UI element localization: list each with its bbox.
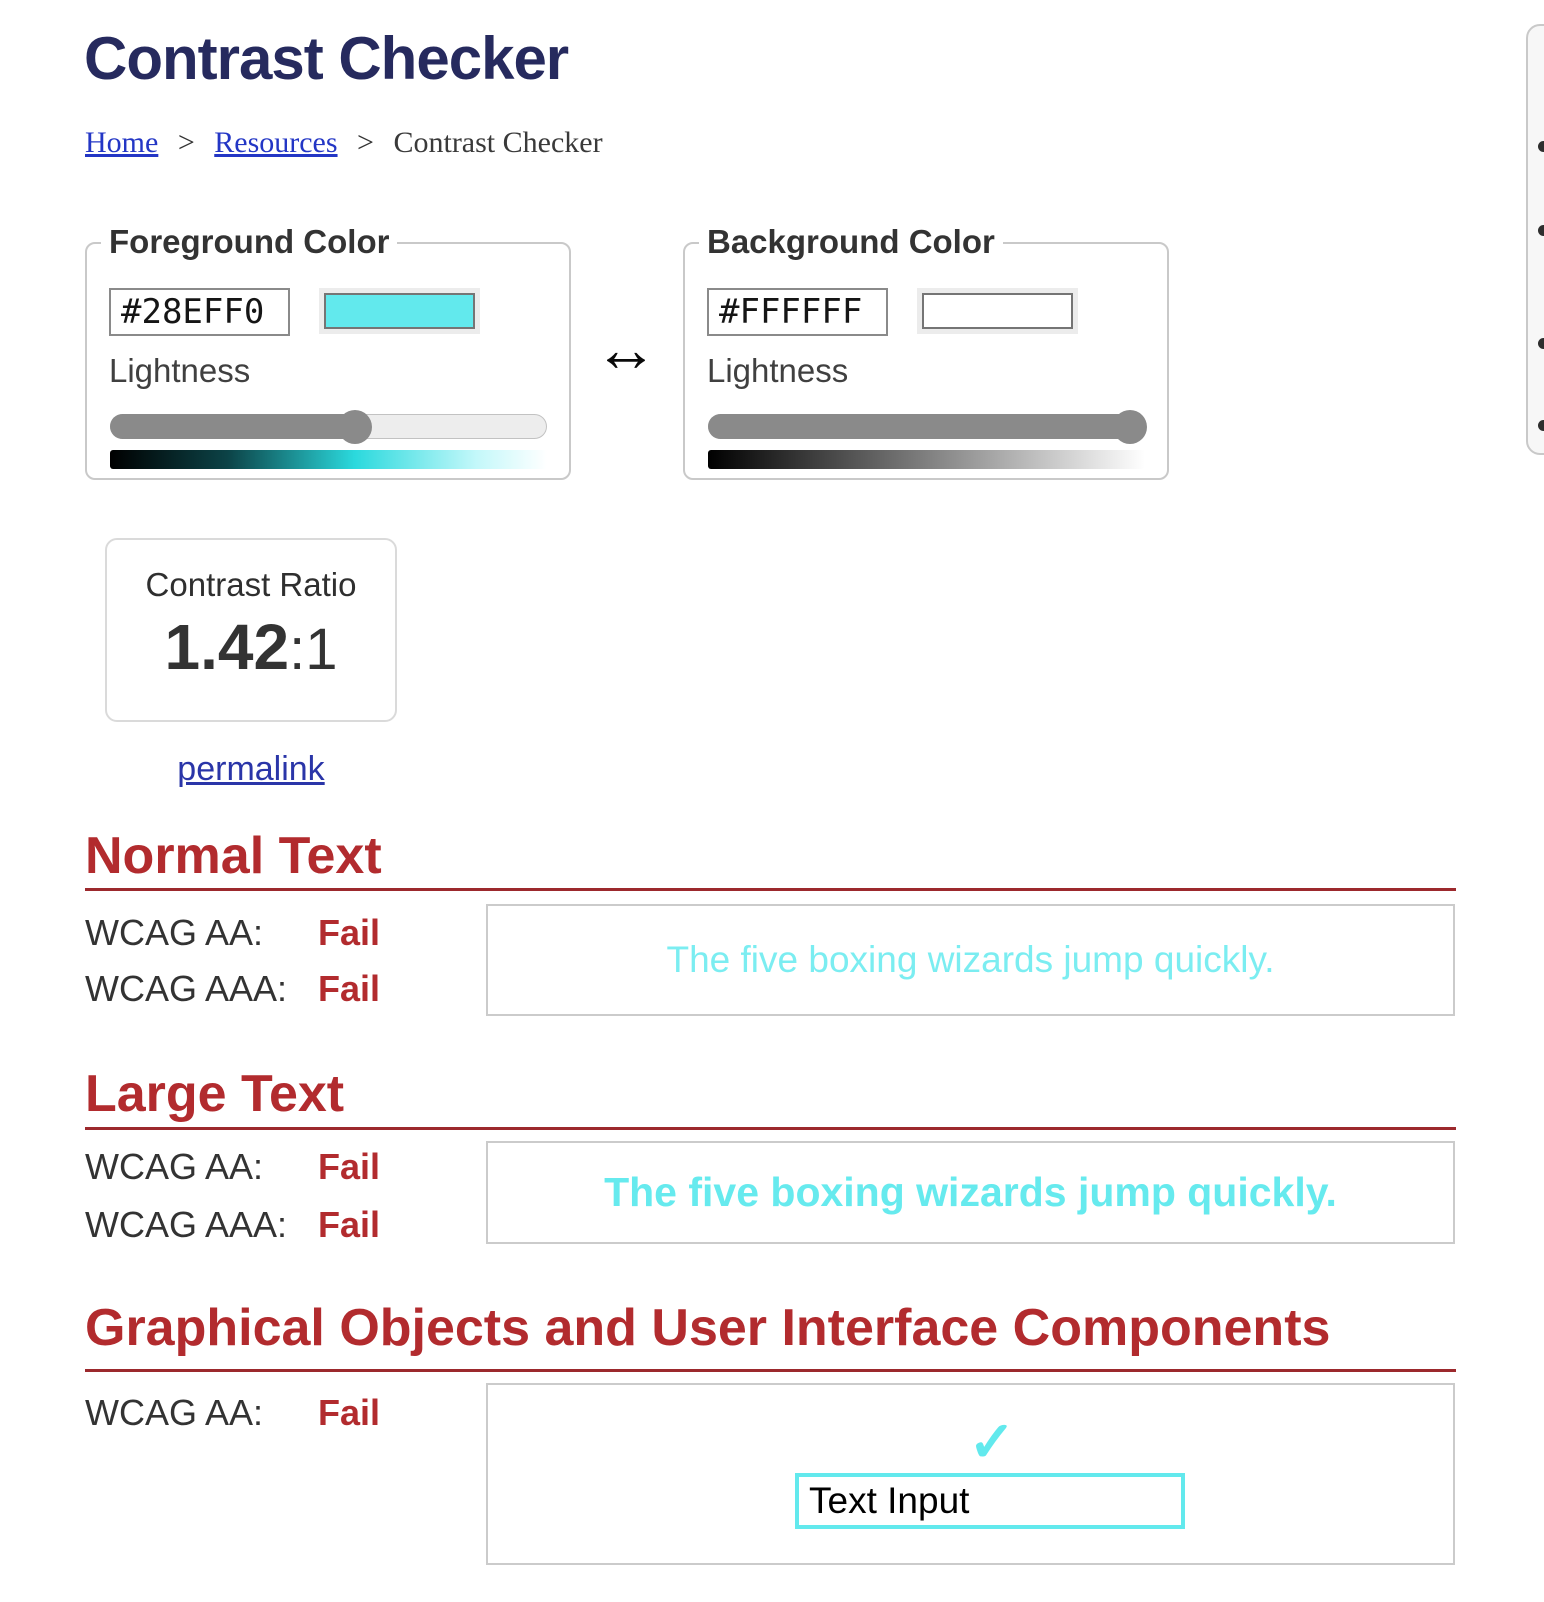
breadcrumb-separator: > xyxy=(177,126,195,159)
breadcrumb-separator: > xyxy=(357,126,374,159)
list-bullet xyxy=(1538,338,1544,349)
wcag-aa-result: Fail xyxy=(318,1392,381,1433)
large-text-sample-box xyxy=(486,1141,1455,1244)
contrast-ratio-card xyxy=(105,538,397,722)
graphical-objects-sample-box xyxy=(486,1383,1455,1565)
wcag-aaa-label: WCAG AAA: xyxy=(85,1204,288,1245)
section-rule xyxy=(85,888,1456,891)
breadcrumb-link-resources[interactable]: Resources xyxy=(214,126,338,159)
background-lightness-slider[interactable] xyxy=(708,410,1145,444)
background-lightness-gradient xyxy=(708,450,1145,469)
wcag-aa-label: WCAG AA: xyxy=(85,1146,264,1187)
foreground-hex-input[interactable] xyxy=(109,288,290,336)
slider-thumb[interactable] xyxy=(1113,410,1147,444)
section-rule xyxy=(85,1127,1456,1130)
contrast-ratio-value xyxy=(107,610,395,684)
ratio-suffix: :1 xyxy=(289,617,338,682)
normal-text-sample-box xyxy=(486,904,1455,1016)
wcag-aaa-result: Fail xyxy=(318,968,381,1009)
breadcrumb-current: Contrast Checker xyxy=(393,126,603,159)
large-text-sample: The five boxing wizards jump quickly. xyxy=(604,1169,1337,1215)
background-color-panel xyxy=(683,223,1169,480)
ratio-number: 1.42 xyxy=(164,611,290,683)
foreground-lightness-slider[interactable] xyxy=(110,410,547,444)
swap-colors-arrow-icon: ↔ xyxy=(594,313,658,385)
permalink-link[interactable]: permalink xyxy=(177,750,325,788)
section-heading-normal-text: Normal Text xyxy=(85,827,382,885)
section-heading-large-text: Large Text xyxy=(85,1065,345,1123)
slider-fill xyxy=(708,414,1145,439)
foreground-color-picker[interactable] xyxy=(319,288,480,334)
normal-text-sample: The five boxing wizards jump quickly. xyxy=(666,939,1275,980)
background-lightness-label: Lightness xyxy=(707,352,849,389)
background-hex-input[interactable] xyxy=(707,288,888,336)
breadcrumb-link-home[interactable]: Home xyxy=(85,126,159,159)
foreground-lightness-label: Lightness xyxy=(109,352,251,389)
wcag-aaa-result: Fail xyxy=(318,1204,381,1245)
wcag-aa-result: Fail xyxy=(318,912,381,953)
list-bullet xyxy=(1538,141,1544,152)
slider-thumb[interactable] xyxy=(338,410,372,444)
wcag-aa-result: Fail xyxy=(318,1146,381,1187)
background-swatch xyxy=(922,293,1073,329)
section-heading-graphical-objects: Graphical Objects and User Interface Components xyxy=(85,1299,1331,1357)
foreground-legend: Foreground Color xyxy=(101,223,397,261)
section-rule xyxy=(85,1369,1456,1372)
foreground-lightness-gradient xyxy=(110,450,547,469)
foreground-color-panel xyxy=(85,223,571,480)
checkmark-icon: ✓ xyxy=(968,1410,1016,1473)
contrast-ratio-label: Contrast Ratio xyxy=(145,566,357,603)
sidebar-panel-clipped xyxy=(1526,24,1544,455)
list-bullet xyxy=(1538,420,1544,431)
page-title: Contrast Checker xyxy=(84,25,569,92)
background-legend: Background Color xyxy=(699,223,1003,261)
wcag-aaa-label: WCAG AAA: xyxy=(85,968,288,1009)
slider-fill xyxy=(110,414,355,439)
foreground-swatch xyxy=(324,293,475,329)
breadcrumb xyxy=(85,126,603,160)
wcag-aa-label: WCAG AA: xyxy=(85,912,264,953)
wcag-aa-label: WCAG AA: xyxy=(85,1392,264,1433)
text-input-sample[interactable]: Text Input xyxy=(795,1473,1185,1529)
background-color-picker[interactable] xyxy=(917,288,1078,334)
list-bullet xyxy=(1538,225,1544,236)
